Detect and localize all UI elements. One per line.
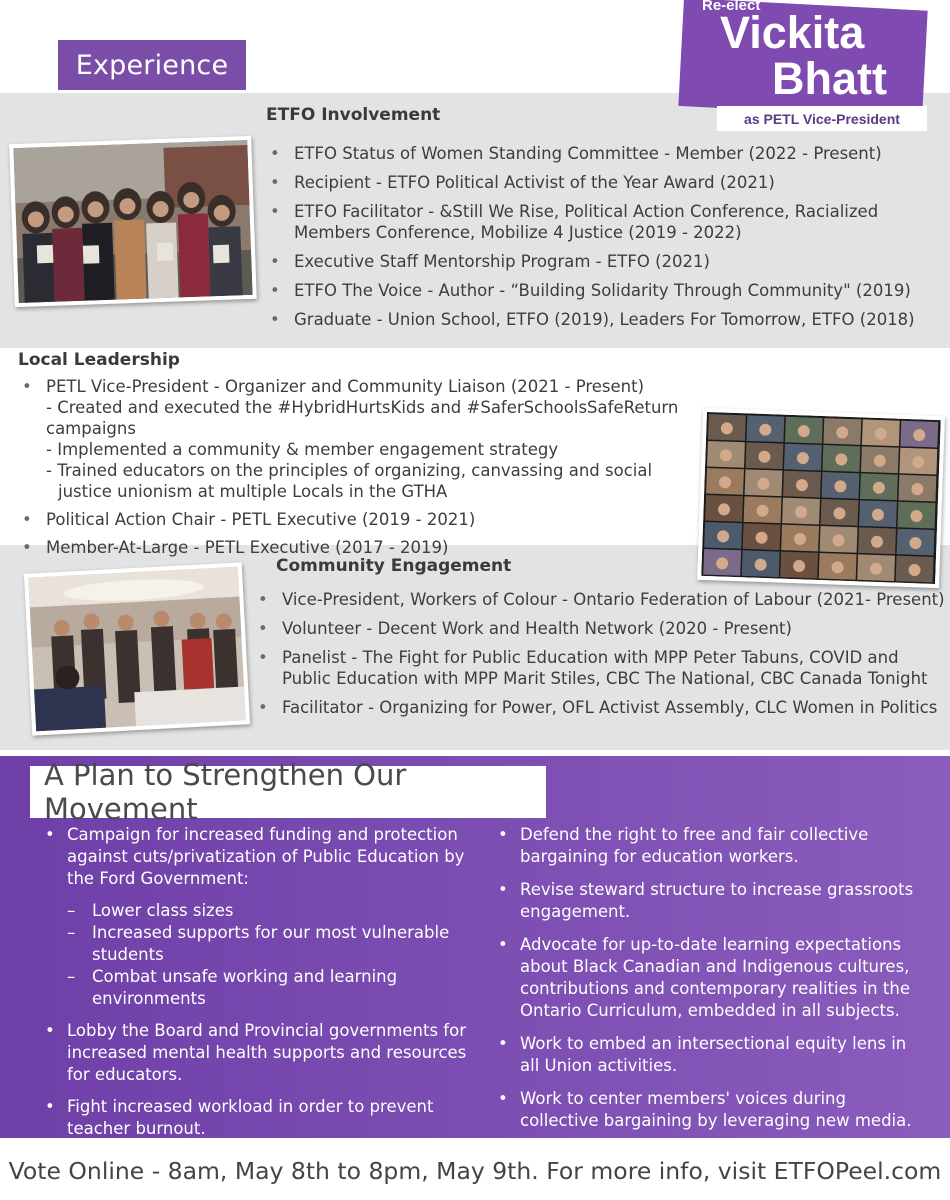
list-item: • ETFO Status of Women Standing Committee - Member (2022 - Present) bbox=[268, 143, 940, 164]
campaign-logo bbox=[684, 0, 928, 132]
list-item: • Lobby the Board and Provincial governments for increased mental health supports and resources for educators. bbox=[37, 1020, 477, 1086]
plan-subitem: – Lower class sizes bbox=[67, 900, 477, 922]
list-item: • Facilitator - Organizing for Power, OFL Activist Assembly, CLC Women in Politics bbox=[256, 697, 946, 718]
local-subitem: justice unionism at multiple Locals in the GTHA bbox=[58, 482, 448, 501]
community-list bbox=[256, 589, 946, 726]
experience-label: Experience bbox=[58, 40, 246, 90]
list-item bbox=[37, 824, 477, 1010]
list-item: • Political Action Chair - PETL Executive (2019 - 2021) bbox=[20, 509, 760, 530]
list-item bbox=[20, 376, 760, 502]
list-item: • Work to embed an intersectional equity lens in all Union activities. bbox=[490, 1033, 920, 1077]
logo-last-name: Bhatt bbox=[772, 53, 887, 104]
plan-section bbox=[0, 756, 950, 1138]
plan-sublist bbox=[67, 900, 477, 1010]
list-item: • Defend the right to free and fair collective bargaining for education workers. bbox=[490, 824, 920, 868]
list-item: • Volunteer - Decent Work and Health Network (2020 - Present) bbox=[256, 618, 946, 639]
plan-subitem: – Combat unsafe working and learning environments bbox=[67, 966, 477, 1010]
plan-right-list bbox=[490, 824, 920, 1143]
plan-left-list bbox=[37, 824, 477, 1150]
logo-subtitle: as PETL Vice-President bbox=[717, 106, 927, 131]
list-item: • Member-At-Large - PETL Executive (2017 - 2019) bbox=[20, 537, 760, 558]
local-subitem: - Created and executed the #HybridHurtsKids and #SaferSchoolsSafeReturn campaigns bbox=[46, 398, 679, 438]
zoom-meeting-photo bbox=[697, 408, 945, 588]
local-heading: Local Leadership bbox=[18, 350, 180, 370]
list-item: • ETFO The Voice - Author - “Building Solidarity Through Community" (2019) bbox=[268, 280, 940, 301]
list-item: • Graduate - Union School, ETFO (2019), Leaders For Tomorrow, ETFO (2018) bbox=[268, 309, 940, 330]
meeting-photo bbox=[24, 562, 250, 735]
list-item: • Executive Staff Mentorship Program - ETFO (2021) bbox=[268, 251, 940, 272]
local-subitem: - Implemented a community & member engagement strategy bbox=[46, 440, 559, 459]
list-item: • Work to center members' voices during collective bargaining by leveraging new media. bbox=[490, 1088, 920, 1132]
community-heading: Community Engagement bbox=[276, 556, 512, 576]
local-subitem: - Trained educators on the principles of organizing, canvassing and social bbox=[46, 461, 653, 480]
list-item: • ETFO Facilitator - &Still We Rise, Political Action Conference, Racialized Members Conference, Mobilize 4 Justice (2019 - 2022) bbox=[268, 201, 940, 243]
etfo-list bbox=[268, 143, 940, 338]
list-item: • Revise steward structure to increase grassroots engagement. bbox=[490, 879, 920, 923]
etfo-heading: ETFO Involvement bbox=[266, 105, 441, 125]
list-item: • Panelist - The Fight for Public Education with MPP Peter Tabuns, COVID and Public Education with MPP Marit Stiles, CBC The National, CBC Canada Tonight bbox=[256, 647, 946, 689]
logo-reelect: Re-elect bbox=[702, 0, 761, 14]
list-item: • Fight increased workload in order to prevent teacher burnout. bbox=[37, 1096, 477, 1140]
plan-item-text: Campaign for increased funding and protection against cuts/privatization of Public Education by the Ford Government: bbox=[67, 825, 465, 888]
footer-vote-info: Vote Online - 8am, May 8th to 8pm, May 9th. For more info, visit ETFOPeel.com bbox=[8, 1157, 942, 1185]
group-photo bbox=[9, 136, 257, 307]
list-item: • Vice-President, Workers of Colour - Ontario Federation of Labour (2021- Present) bbox=[256, 589, 946, 610]
list-item: • Recipient - ETFO Political Activist of the Year Award (2021) bbox=[268, 172, 940, 193]
local-item-title: PETL Vice-President - Organizer and Community Liaison (2021 - Present) bbox=[46, 377, 645, 396]
local-list bbox=[20, 376, 760, 565]
plan-title: A Plan to Strengthen Our Movement bbox=[30, 766, 546, 818]
logo-first-name: Vickita bbox=[720, 7, 865, 58]
list-item: • Advocate for up-to-date learning expectations about Black Canadian and Indigenous cultures, contributions and contemporary realities in the Ontario Curriculum, embedded in all subjects. bbox=[490, 934, 920, 1022]
plan-subitem: – Increased supports for our most vulnerable students bbox=[67, 922, 477, 966]
